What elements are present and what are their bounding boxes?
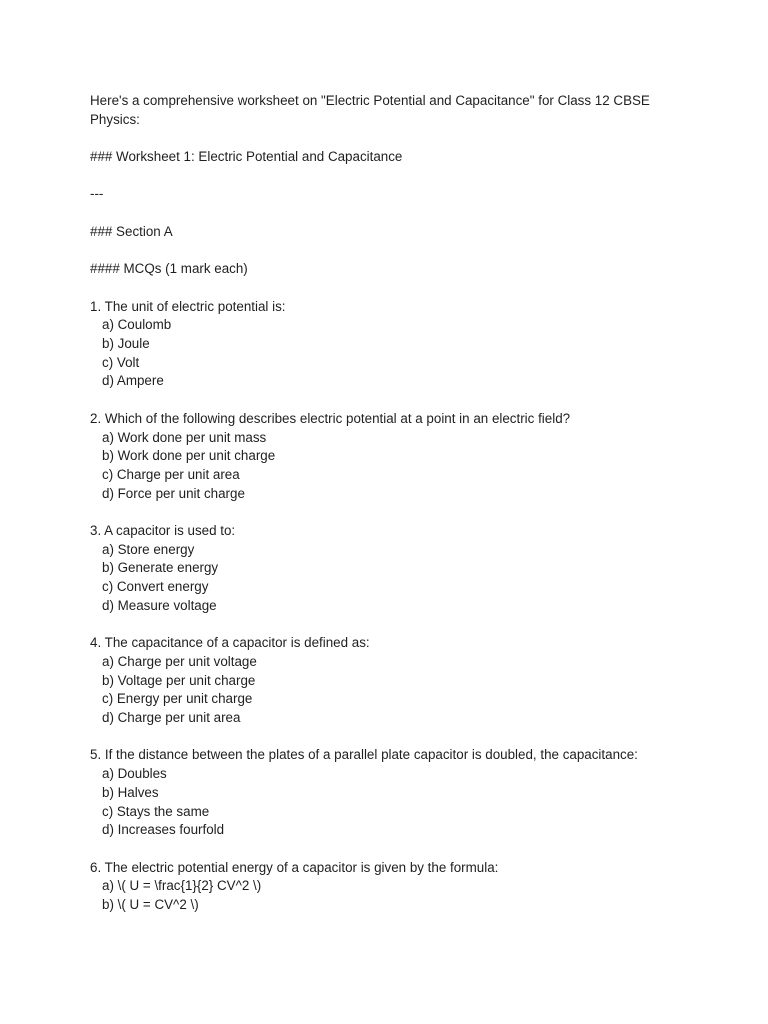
option-a: a) Charge per unit voltage xyxy=(102,653,257,669)
spacer xyxy=(90,204,690,223)
spacer xyxy=(90,242,690,261)
option-a: a) \( U = \frac{1}{2} CV^2 \) xyxy=(102,878,262,894)
option-d: d) Ampere xyxy=(102,373,164,389)
option-d: d) Force per unit charge xyxy=(102,485,245,501)
question-3 xyxy=(90,522,690,616)
intro-paragraph: Here's a comprehensive worksheet on "Electric Potential and Capacitance" for Class 12 CBSE Physics: xyxy=(90,93,650,127)
spacer xyxy=(90,167,690,186)
option-d: d) Charge per unit area xyxy=(102,710,241,726)
option-c: c) Convert energy xyxy=(102,579,209,595)
question-1 xyxy=(90,298,690,392)
divider-line: --- xyxy=(90,186,104,202)
option-c: c) Charge per unit area xyxy=(102,466,240,482)
option-b: b) Voltage per unit charge xyxy=(102,672,256,688)
option-c: c) Energy per unit charge xyxy=(102,691,253,707)
question-4 xyxy=(90,634,690,728)
option-c: c) Volt xyxy=(102,354,140,370)
question-text: 5. If the distance between the plates of a parallel plate capacitor is doubled, the capacitance: xyxy=(90,747,638,763)
spacer xyxy=(90,616,690,635)
question-text: 6. The electric potential energy of a capacitor is given by the formula: xyxy=(90,859,499,875)
option-a: a) Work done per unit mass xyxy=(102,429,267,445)
question-text: 2. Which of the following describes electric potential at a point in an electric field? xyxy=(90,410,571,426)
subsection-heading: #### MCQs (1 mark each) xyxy=(90,261,248,277)
option-b: b) Work done per unit charge xyxy=(102,448,276,464)
option-b: b) \( U = CV^2 \) xyxy=(102,897,199,913)
spacer xyxy=(90,391,690,410)
option-b: b) Joule xyxy=(102,336,150,352)
section-heading: ### Section A xyxy=(90,223,173,239)
spacer xyxy=(90,728,690,747)
question-2 xyxy=(90,410,690,504)
question-5 xyxy=(90,746,690,840)
option-b: b) Halves xyxy=(102,784,159,800)
question-text: 1. The unit of electric potential is: xyxy=(90,298,286,314)
option-d: d) Measure voltage xyxy=(102,597,217,613)
question-6 xyxy=(90,859,690,915)
question-text: 4. The capacitance of a capacitor is defined as: xyxy=(90,635,370,651)
option-b: b) Generate energy xyxy=(102,560,219,576)
spacer xyxy=(90,129,690,148)
option-d: d) Increases fourfold xyxy=(102,822,225,838)
question-text: 3. A capacitor is used to: xyxy=(90,523,236,539)
spacer xyxy=(90,503,690,522)
worksheet-heading: ### Worksheet 1: Electric Potential and Capacitance xyxy=(90,149,403,165)
option-a: a) Store energy xyxy=(102,541,195,557)
spacer xyxy=(90,279,690,298)
option-c: c) Stays the same xyxy=(102,803,210,819)
option-a: a) Doubles xyxy=(102,766,167,782)
worksheet-document xyxy=(90,92,690,915)
option-a: a) Coulomb xyxy=(102,317,172,333)
spacer xyxy=(90,840,690,859)
